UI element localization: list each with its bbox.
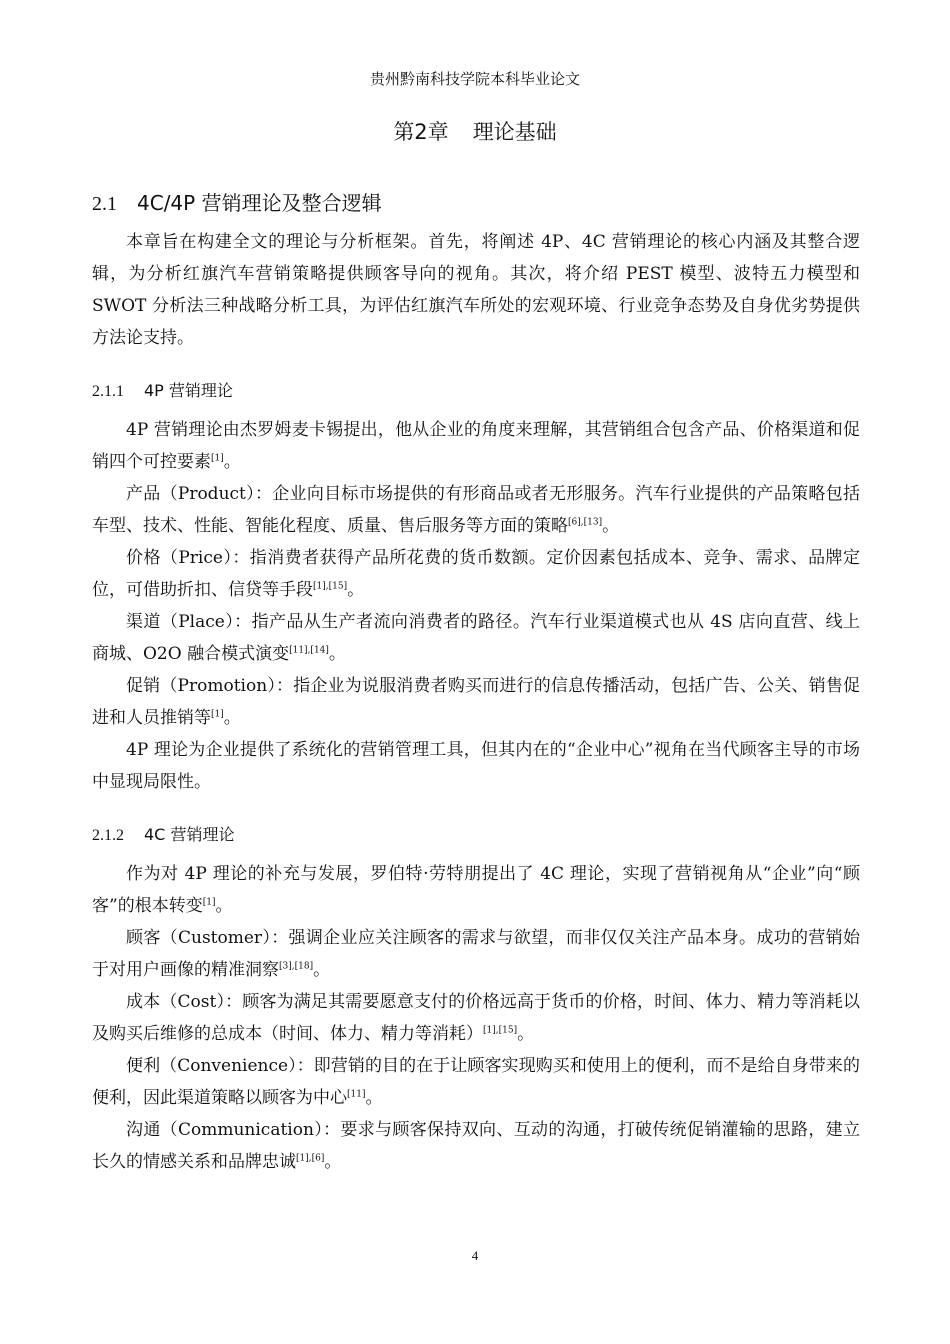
paragraph: 4P 理论为企业提供了系统化的营销管理工具，但其内在的“企业中心”视角在当代顾客主导的市场中显现局限性。 [92,740,860,792]
section-heading [92,187,382,216]
paragraph: 顾客（Customer）：强调企业应关注顾客的需求与欲望，而非仅仅关注产品本身。成功的营销始于对用户画像的精准洞察[3],[18]。 [92,928,860,980]
section-number: 2.1 [92,193,117,215]
page-number: 4 [471,1248,479,1263]
citation: [3],[18] [279,961,314,972]
paragraph: 价格（Price）：指消费者获得产品所花费的货币数额。定价因素包括成本、竞争、需求、品牌定位，可借助折扣、信贷等手段[1],[15]。 [92,548,860,600]
citation: [1],[6] [296,1153,325,1164]
paragraph: 便利（Convenience）：即营销的目的在于让顾客实现购买和使用上的便利，而不是给自身带来的便利，因此渠道策略以顾客为中心[11]。 [92,1056,860,1108]
citation: [11] [347,1089,366,1100]
subsection-title: 4P 营销理论 [144,381,233,400]
paragraph: 成本（Cost）：顾客为满足其需要愿意支付的价格远高于货币的价格，时间、体力、精力等消耗以及购买后维修的总成本（时间、体力、精力等消耗）[1],[15]。 [92,992,860,1044]
paragraph: 产品（Product）：企业向目标市场提供的有形商品或者无形服务。汽车行业提供的产品策略包括车型、技术、性能、智能化程度、质量、售后服务等方面的策略[6],[13]。 [92,484,860,536]
running-header: 贵州黔南科技学院本科毕业论文 [369,70,580,88]
paragraph: 作为对 4P 理论的补充与发展，罗伯特·劳特朋提出了 4C 理论，实现了营销视角从“企业”向“顾客”的根本转变[1]。 [92,864,860,916]
citation: [1] [211,709,224,720]
subsection-number: 2.1.2 [92,827,124,844]
chapter-title: 理论基础 [472,120,557,144]
paragraph: 渠道（Place）：指产品从生产者流向消费者的路径。汽车行业渠道模式也从 4S 店向直营、线上商城、O2O 融合模式演变[11],[14]。 [92,612,860,664]
section-title: 4C/4P 营销理论及整合逻辑 [137,191,382,215]
chapter-number: 第2章 [393,120,449,144]
citation: [6],[13] [568,517,603,528]
citation: [1],[15] [483,1025,518,1036]
citation: [1],[15] [313,581,348,592]
citation: [11],[14] [289,645,329,656]
paragraph: 4P 营销理论由杰罗姆麦卡锡提出，他从企业的角度来理解，其营销组合包含产品、价格渠道和促销四个可控要素[1]。 [92,420,860,472]
intro-paragraph: 本章旨在构建全文的理论与分析框架。首先，将阐述 4P、4C 营销理论的核心内涵及其整合逻辑，为分析红旗汽车营销策略提供顾客导向的视角。其次，将介绍 PEST 模型、波特五力模型和 SWOT 分析法三种战略分析工具，为评估红旗汽车所处的宏观环境、行业竞争态势及自身优劣势提供方法论支持。 [92,232,860,348]
subsection-number: 2.1.1 [92,383,124,400]
subsection-heading-4c [92,822,234,845]
subsection-heading-4p [92,378,233,401]
chapter-heading [0,116,950,146]
citation: [1] [211,453,224,464]
paragraph: 沟通（Communication）：要求与顾客保持双向、互动的沟通，打破传统促销灌输的思路，建立长久的情感关系和品牌忠诚[1],[6]。 [92,1120,860,1172]
paragraph: 促销（Promotion）：指企业为说服消费者购买而进行的信息传播活动，包括广告、公关、销售促进和人员推销等[1]。 [92,676,860,728]
subsection-title: 4C 营销理论 [144,825,235,844]
citation: [1] [202,897,216,908]
